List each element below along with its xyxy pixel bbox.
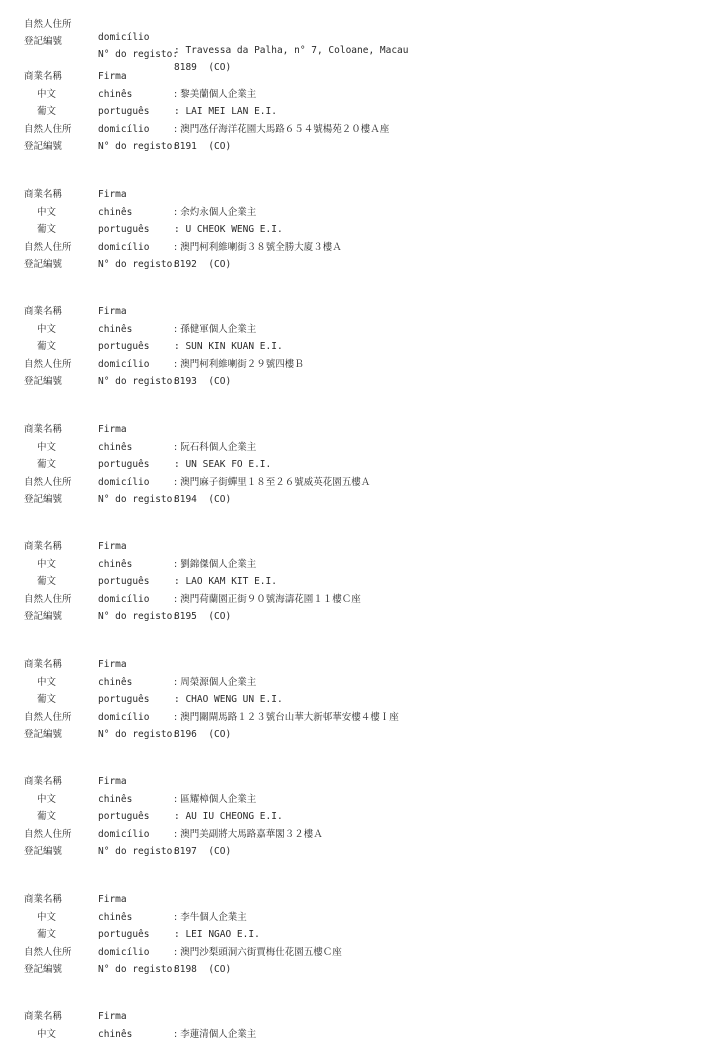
chinese-label-zh: 中文	[37, 559, 57, 570]
registo-label-pt: N° do registo:	[98, 729, 179, 740]
domicile-label-zh: 自然人住所	[24, 594, 72, 605]
portuguese-label-zh: 葡文	[37, 341, 57, 352]
domicile-label-pt: domicílio	[98, 594, 150, 605]
registo-label-zh: 登記編號	[24, 259, 63, 270]
chinese-label-zh: 中文	[37, 324, 57, 335]
registo-value: 8197 (CO)	[174, 846, 232, 857]
chinese-label-zh: 中文	[37, 442, 57, 453]
domicile-label-pt: domicílio	[98, 242, 150, 253]
domicile-value: : 澳門柯利維喇街２９號四樓Ｂ	[174, 359, 304, 370]
registo-label-pt: N° do registo:	[98, 259, 179, 270]
domicile-value: : 澳門關閘馬路１２３號台山華大新邨華安樓４樓Ｉ座	[174, 712, 399, 723]
chinese-label-pt: chinês	[98, 677, 133, 688]
chinese-label-pt: chinês	[98, 1029, 133, 1040]
chinese-name-value: : 劉錦傑個人企業主	[174, 559, 257, 570]
portuguese-label-zh: 葡文	[37, 811, 57, 822]
portuguese-label-pt: português	[98, 341, 150, 352]
registo-label-zh: 登記編號	[24, 611, 63, 622]
firma-label-pt: Firma	[98, 424, 127, 435]
registo-value: 8194 (CO)	[174, 494, 232, 505]
registo-value: 8195 (CO)	[174, 611, 232, 622]
chinese-label-zh: 中文	[37, 89, 57, 100]
registo-value: 8198 (CO)	[174, 964, 232, 975]
chinese-label-zh: 中文	[37, 207, 57, 218]
chinese-name-value: : 余灼永個人企業主	[174, 207, 257, 218]
chinese-name-value: : 周榮源個人企業主	[174, 677, 257, 688]
chinese-name-value: : 阮石科個人企業主	[174, 442, 257, 453]
domicile-label-zh: 自然人住所	[24, 124, 72, 135]
domicile-value: : 澳門荷蘭園正街９０號海濤花園１１樓Ｃ座	[174, 594, 361, 605]
registo-value: 8192 (CO)	[174, 259, 232, 270]
portuguese-name-value: : SUN KIN KUAN E.I.	[174, 341, 283, 352]
portuguese-label-zh: 葡文	[37, 224, 57, 235]
portuguese-label-zh: 葡文	[37, 929, 57, 940]
portuguese-label-zh: 葡文	[37, 576, 57, 587]
chinese-name-value: : 李蓮清個人企業主	[174, 1029, 257, 1040]
chinese-label-pt: chinês	[98, 207, 133, 218]
registo-label-pt: N° do registo:	[98, 964, 179, 975]
domicile-label-zh: 自然人住所	[24, 712, 72, 723]
registo-label-zh: 登記編號	[24, 36, 63, 47]
portuguese-label-pt: português	[98, 576, 150, 587]
registo-label-pt: N° do registo:	[98, 49, 179, 60]
registo-label-zh: 登記編號	[24, 376, 63, 387]
portuguese-label-zh: 葡文	[37, 459, 57, 470]
firma-label-zh: 商業名稱	[24, 776, 63, 787]
chinese-label-zh: 中文	[37, 912, 57, 923]
portuguese-name-value: : LAI MEI LAN E.I.	[174, 106, 277, 117]
registo-value: 8189 (CO)	[174, 62, 232, 73]
chinese-label-zh: 中文	[37, 677, 57, 688]
portuguese-name-value: : LAO KAM KIT E.I.	[174, 576, 277, 587]
portuguese-name-value: : UN SEAK FO E.I.	[174, 459, 272, 470]
firma-label-pt: Firma	[98, 189, 127, 200]
firma-label-zh: 商業名稱	[24, 189, 63, 200]
registo-label-pt: N° do registo:	[98, 611, 179, 622]
chinese-label-pt: chinês	[98, 912, 133, 923]
registo-label-pt: N° do registo:	[98, 141, 179, 152]
firma-label-zh: 商業名稱	[24, 894, 63, 905]
portuguese-name-value: : CHAO WENG UN E.I.	[174, 694, 283, 705]
portuguese-name-value: : AU IU CHEONG E.I.	[174, 811, 283, 822]
registo-value: 8196 (CO)	[174, 729, 232, 740]
chinese-label-pt: chinês	[98, 559, 133, 570]
chinese-name-value: : 孫健軍個人企業主	[174, 324, 257, 335]
domicile-value: : 澳門柯利維喇街３８號全勝大廈３樓Ａ	[174, 242, 342, 253]
chinese-name-value: : 區耀樟個人企業主	[174, 794, 257, 805]
domicile-value: : 澳門沙梨頭洞六街賈梅仕花園五樓Ｃ座	[174, 947, 342, 958]
chinese-name-value: : 李牛個人企業主	[174, 912, 247, 923]
domicile-label-zh: 自然人住所	[24, 242, 72, 253]
domicile-label-zh: 自然人住所	[24, 947, 72, 958]
portuguese-label-zh: 葡文	[37, 694, 57, 705]
domicile-label-zh: 自然人住所	[24, 477, 72, 488]
firma-label-pt: Firma	[98, 1011, 127, 1022]
domicile-value: : Travessa da Palha, n° 7, Coloane, Macau	[174, 45, 409, 56]
firma-label-zh: 商業名稱	[24, 424, 63, 435]
portuguese-label-pt: português	[98, 459, 150, 470]
chinese-label-zh: 中文	[37, 794, 57, 805]
domicile-value: : 澳門氹仔海洋花園大馬路６５４號楊苑２０樓Ａ座	[174, 124, 390, 135]
domicile-label-zh: 自然人住所	[24, 359, 72, 370]
firma-label-pt: Firma	[98, 541, 127, 552]
domicile-label-zh: 自然人住所	[24, 829, 72, 840]
portuguese-label-pt: português	[98, 106, 150, 117]
chinese-label-pt: chinês	[98, 442, 133, 453]
registo-label-zh: 登記編號	[24, 141, 63, 152]
portuguese-label-pt: português	[98, 929, 150, 940]
domicile-label-zh: 自然人住所	[24, 19, 72, 30]
registo-label-zh: 登記編號	[24, 729, 63, 740]
domicile-label-pt: domicílio	[98, 712, 150, 723]
registo-value: 8193 (CO)	[174, 376, 232, 387]
firma-label-pt: Firma	[98, 306, 127, 317]
registo-value: 8191 (CO)	[174, 141, 232, 152]
firma-label-pt: Firma	[98, 894, 127, 905]
firma-label-zh: 商業名稱	[24, 1011, 63, 1022]
firma-label-zh: 商業名稱	[24, 306, 63, 317]
registo-label-zh: 登記編號	[24, 494, 63, 505]
domicile-value: : 澳門麻子街蟬里１８至２６號威英花園五樓Ａ	[174, 477, 371, 488]
registo-label-pt: N° do registo:	[98, 376, 179, 387]
domicile-label-pt: domicílio	[98, 947, 150, 958]
registo-label-pt: N° do registo:	[98, 846, 179, 857]
firma-label-zh: 商業名稱	[24, 71, 63, 82]
portuguese-label-pt: português	[98, 694, 150, 705]
firma-label-zh: 商業名稱	[24, 541, 63, 552]
chinese-name-value: : 黎美蘭個人企業主	[174, 89, 257, 100]
chinese-label-zh: 中文	[37, 1029, 57, 1040]
registo-label-zh: 登記編號	[24, 964, 63, 975]
portuguese-name-value: : LEI NGAO E.I.	[174, 929, 260, 940]
registo-label-pt: N° do registo:	[98, 494, 179, 505]
portuguese-label-zh: 葡文	[37, 106, 57, 117]
firma-label-pt: Firma	[98, 659, 127, 670]
domicile-value: : 澳門美副將大馬路嘉華閣３２樓Ａ	[174, 829, 323, 840]
portuguese-name-value: : U CHEOK WENG E.I.	[174, 224, 283, 235]
firma-label-pt: Firma	[98, 776, 127, 787]
chinese-label-pt: chinês	[98, 89, 133, 100]
domicile-label-pt: domicílio	[98, 359, 150, 370]
portuguese-label-pt: português	[98, 811, 150, 822]
registo-label-zh: 登記編號	[24, 846, 63, 857]
chinese-label-pt: chinês	[98, 794, 133, 805]
domicile-label-pt: domicílio	[98, 124, 150, 135]
domicile-label-pt: domicílio	[98, 477, 150, 488]
portuguese-label-pt: português	[98, 224, 150, 235]
domicile-label-pt: domicílio	[98, 829, 150, 840]
firma-label-pt: Firma	[98, 71, 127, 82]
chinese-label-pt: chinês	[98, 324, 133, 335]
domicile-label-pt: domicílio	[98, 32, 150, 43]
firma-label-zh: 商業名稱	[24, 659, 63, 670]
